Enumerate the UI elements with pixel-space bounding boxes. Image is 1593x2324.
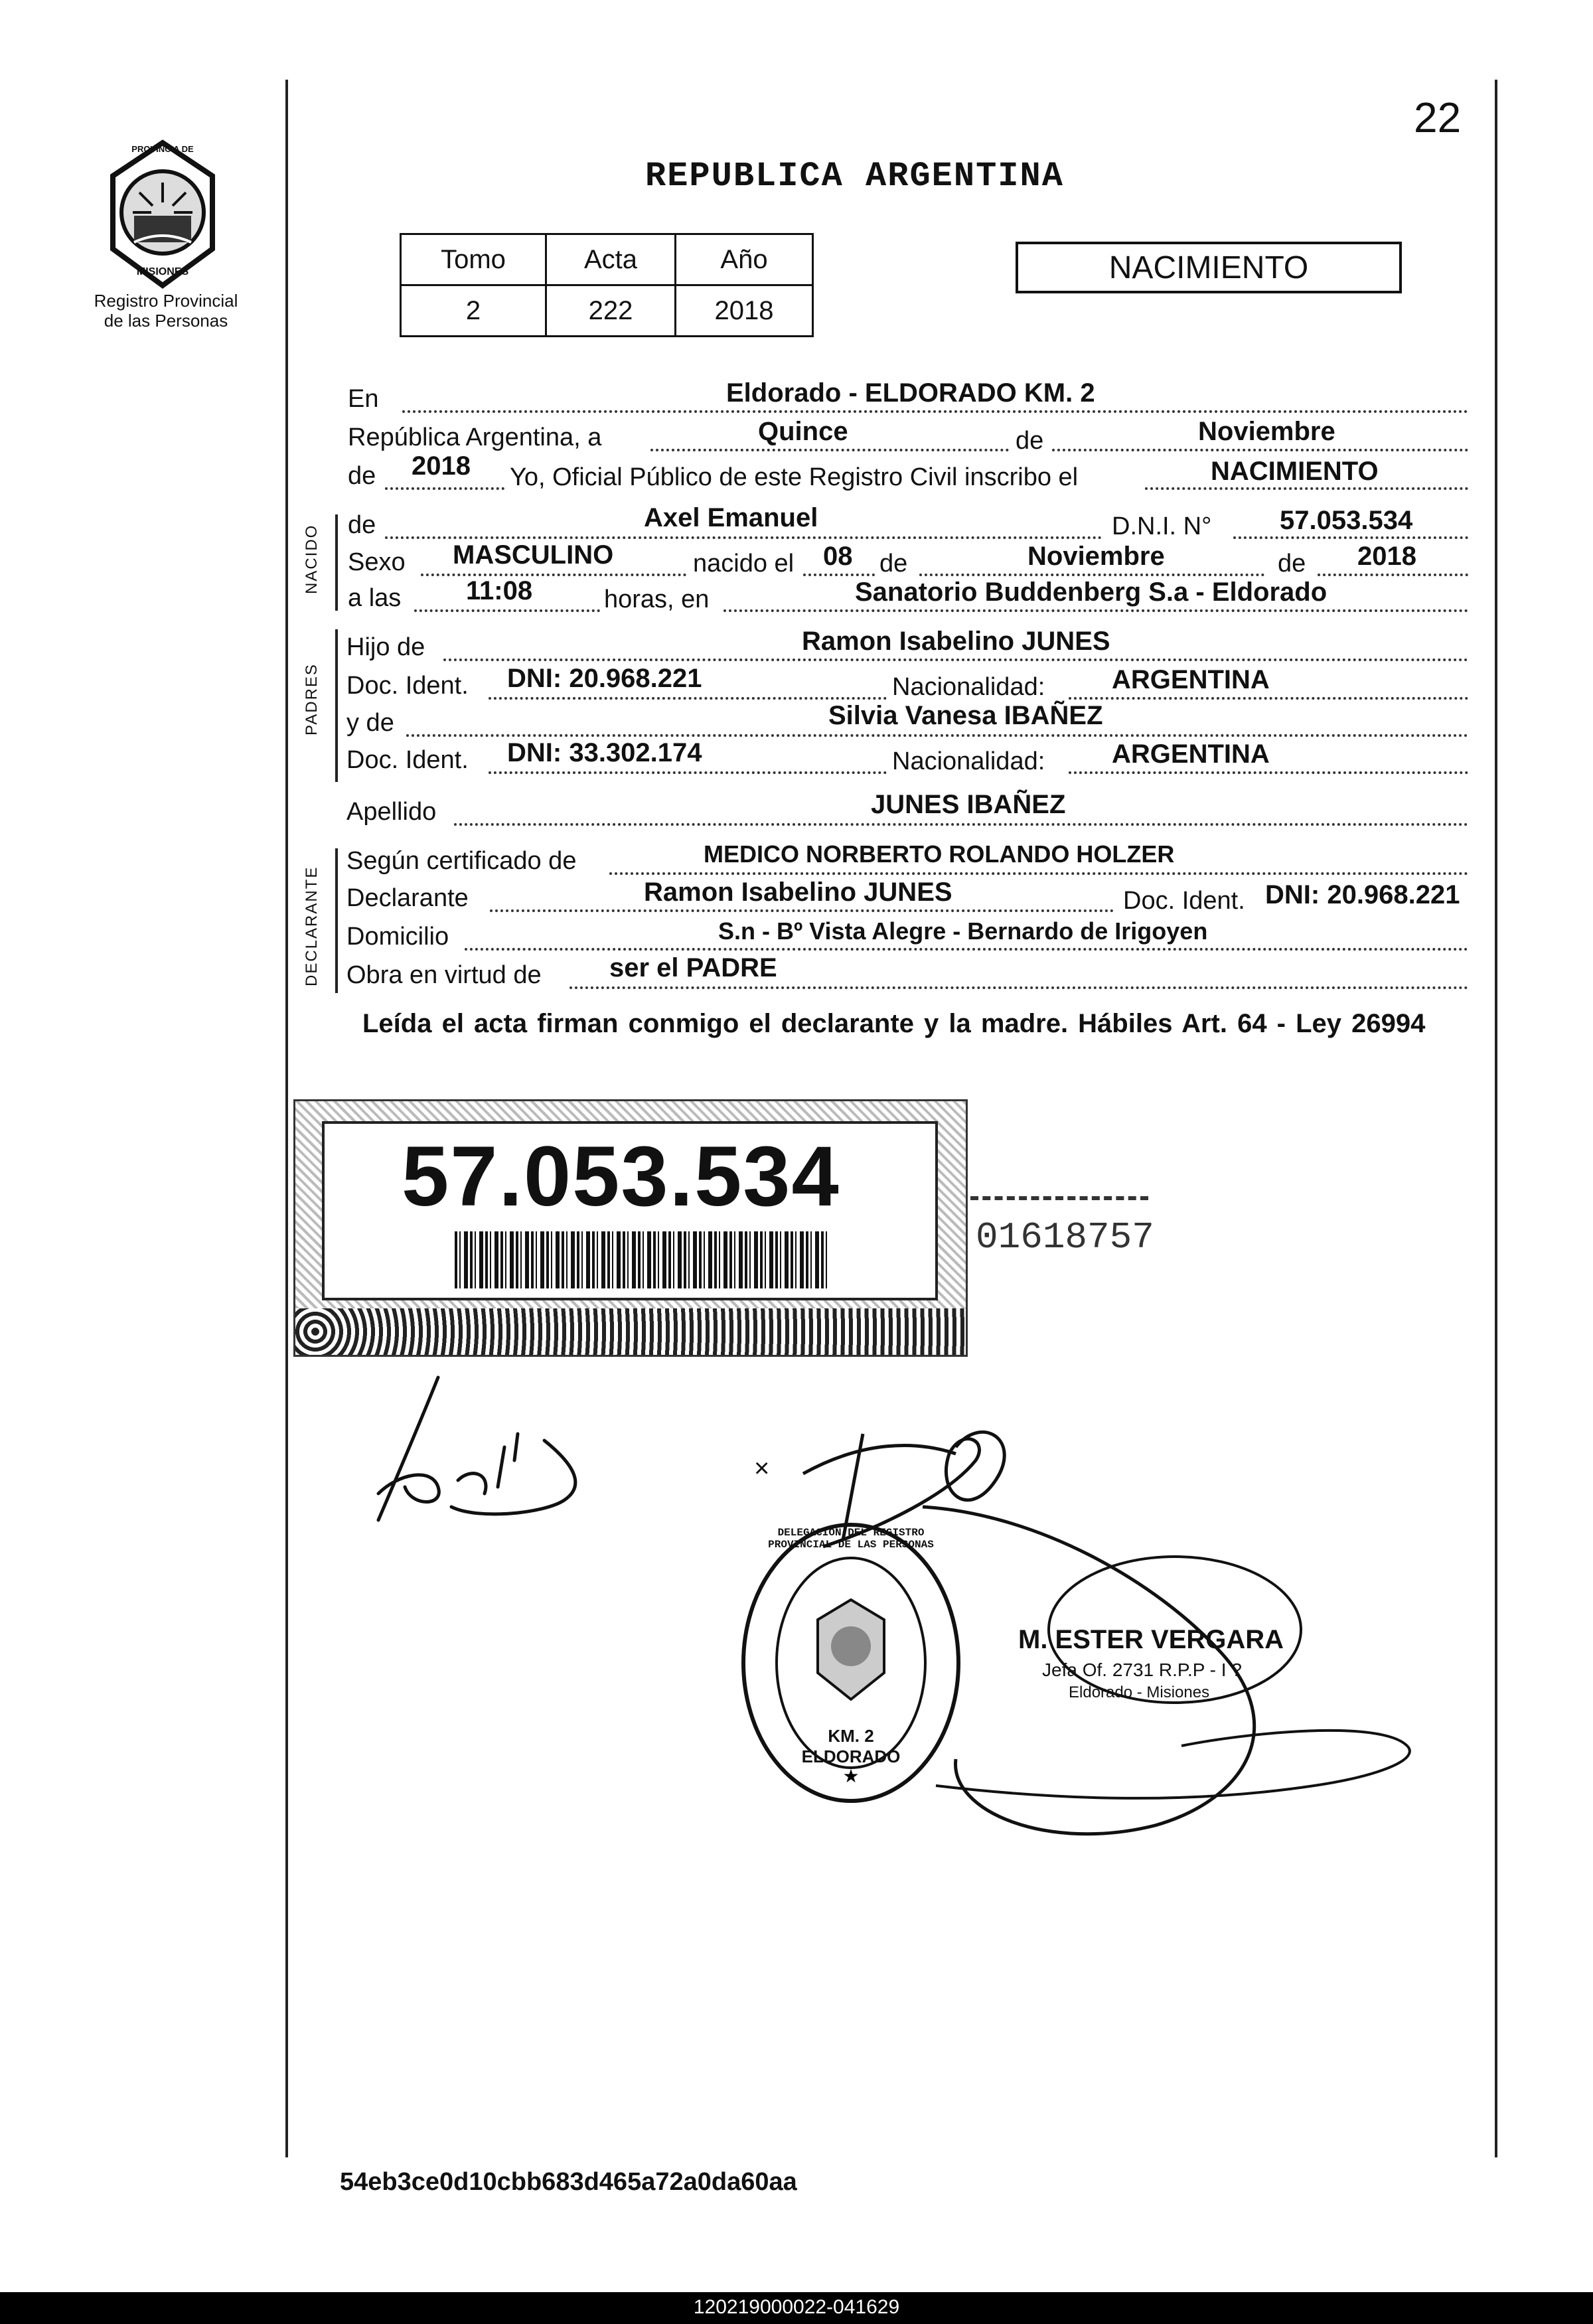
label-declarante: Declarante [346,884,469,912]
value-domicilio: S.n - Bº Vista Alegre - Bernardo de Irigoyen [718,917,1208,945]
registry-value-anio: 2018 [676,285,813,337]
dots-dia [650,449,1009,451]
label-doc-ident-decl: Doc. Ident. [1123,887,1245,915]
id-card-pattern [295,1308,966,1355]
label-doc-ident-1: Doc. Ident. [346,672,469,700]
label-horas-en: horas, en [604,585,710,613]
value-anio: 2018 [412,451,471,481]
right-margin-line [1495,80,1497,2157]
registry-header-acta: Acta [546,234,676,285]
official-stamp [738,1520,964,1806]
label-sexo: Sexo [348,548,406,576]
label-segun: Según certificado de [346,847,577,875]
label-y-de: y de [346,709,394,737]
value-obra: ser el PADRE [609,953,777,982]
value-doc-padre: DNI: 20.968.221 [507,664,702,693]
value-hora: 11:08 [466,576,533,605]
label-republica: República Argentina, a [348,424,602,451]
dots-sexo [421,574,686,576]
dots-mes-nac [919,574,1264,576]
value-certificado: MEDICO NORBERTO ROLANDO HOLZER [704,840,1175,868]
value-madre: Silvia Vanesa IBAÑEZ [828,701,1103,730]
closing-text: Leída el acta firman conmigo el declarante y la madre. Hábiles Art. 64 - Ley 26994 [362,1009,1426,1038]
document-hash: 54eb3ce0d10cbb683d465a72a0da60aa [340,2168,797,2196]
value-dni: 57.053.534 [1280,506,1413,535]
registry-header-tomo: Tomo [401,234,546,285]
id-card-number: 57.053.534 [402,1129,840,1224]
footer-code: 120219000022-041629 [693,2296,900,2318]
serial-dashes [970,1196,1148,1200]
value-mes: Noviembre [1198,417,1335,446]
label-domicilio: Domicilio [346,923,449,951]
value-doc-madre: DNI: 33.302.174 [507,738,702,767]
dots-madre [406,734,1468,737]
section-bar-padres [335,629,338,782]
label-a-las: a las [348,584,402,612]
stamp-ring-text: DELEGACION DEL REGISTRO PROVINCIAL DE LAS PERSONAS [768,1527,934,1551]
province-logo [93,136,232,289]
value-dia: Quince [758,417,848,446]
label-de: de [348,462,376,490]
stamp-inner-text: KM. 2 ELDORADO [801,1726,901,1766]
dots-padre [443,658,1468,661]
value-nac-madre: ARGENTINA [1112,739,1270,769]
dots-doc-madre [489,771,887,774]
label-doc-ident-2: Doc. Ident. [346,746,469,774]
value-anio-nac: 2018 [1357,542,1416,571]
svg-text:★: ★ [842,1766,860,1786]
label-de-anio: de [1278,550,1306,578]
registry-header-anio: Año [676,234,813,285]
dots-obra [569,986,1468,989]
logo-seal-bottom: MISIONES [136,266,189,277]
label-en: En [348,385,379,413]
id-card-barcode [455,1231,830,1288]
section-label-nacido: NACIDO [303,524,321,594]
value-sexo: MASCULINO [453,540,614,570]
dots-certificado [609,872,1468,875]
id-card [293,1099,968,1357]
page-title: REPUBLICA ARGENTINA [645,157,1064,196]
section-bar-declarante [335,848,338,993]
signatory-name: M. ESTER VERGARA [1018,1625,1284,1654]
label-inscribo: Yo, Oficial Público de este Registro Civil inscribo el [510,463,1079,491]
label-nacionalidad-2: Nacionalidad: [892,747,1045,775]
label-nacido-el: nacido el [693,550,795,578]
value-dia-nac: 08 [823,542,853,571]
page-number: 22 [1414,94,1462,141]
dots-nombre [385,536,1102,539]
logo-caption [66,291,266,331]
value-acto: NACIMIENTO [1211,457,1379,486]
section-label-declarante: DECLARANTE [303,866,321,986]
value-apellido: JUNES IBAÑEZ [871,790,1066,819]
logo-caption-line2: de las Personas [104,311,228,331]
section-bar-nacido [335,514,338,611]
value-padre: Ramon Isabelino JUNES [802,627,1110,656]
dots-apellido [454,823,1468,826]
signatory-location: Eldorado - Misiones [1069,1683,1210,1701]
dots-mes [1052,449,1468,451]
dots-declarante [490,909,1114,912]
declarant-signature [358,1367,597,1533]
dots-doc-padre [489,697,887,700]
act-type-label: NACIMIENTO [1108,250,1309,285]
dots-anio-nac [1318,574,1468,576]
section-label-padres: PADRES [303,663,321,736]
x-mark: × [754,1454,770,1483]
label-nacionalidad-1: Nacionalidad: [892,673,1045,701]
dots-anio [385,487,504,490]
value-nac-padre: ARGENTINA [1112,665,1270,694]
value-doc-declarante: DNI: 20.968.221 [1265,880,1460,909]
registry-value-acta: 222 [546,285,676,337]
dots-nac-padre [1069,697,1468,700]
value-declarante: Ramon Isabelino JUNES [644,878,952,907]
dots-dia-nac [803,574,875,576]
value-nombre: Axel Emanuel [644,503,818,532]
dots-domicilio [465,948,1468,951]
label-apellido: Apellido [346,798,437,826]
dots-acto [1145,487,1468,490]
label-de-nombre: de [348,511,376,539]
label-de-mid: de [1016,427,1044,455]
dots-lugar-nac [723,609,1468,612]
value-lugar: Eldorado - ELDORADO KM. 2 [726,378,1095,408]
act-type-box [1016,242,1402,293]
footer-bar [0,2292,1593,2324]
registry-table [400,233,814,337]
logo-seal-top: PROVINCIA DE [131,144,194,154]
left-margin-line [285,80,288,2157]
id-serial: 01618757 [976,1216,1154,1259]
registry-value-tomo: 2 [401,285,546,337]
label-dni: D.N.I. N° [1112,512,1212,540]
value-mes-nac: Noviembre [1027,542,1165,571]
dots-dni [1233,536,1468,539]
signatory-title: Jefa Of. 2731 R.P.P - I ? [1042,1660,1242,1680]
dots-en [402,410,1468,413]
logo-caption-line1: Registro Provincial [94,291,238,311]
label-obra: Obra en virtud de [346,961,542,989]
dots-nac-madre [1069,771,1468,774]
label-de-mes: de [879,550,908,578]
value-lugar-nac: Sanatorio Buddenberg S.a - Eldorado [855,578,1328,607]
label-hijo-de: Hijo de [346,633,425,661]
dots-hora [414,609,600,612]
